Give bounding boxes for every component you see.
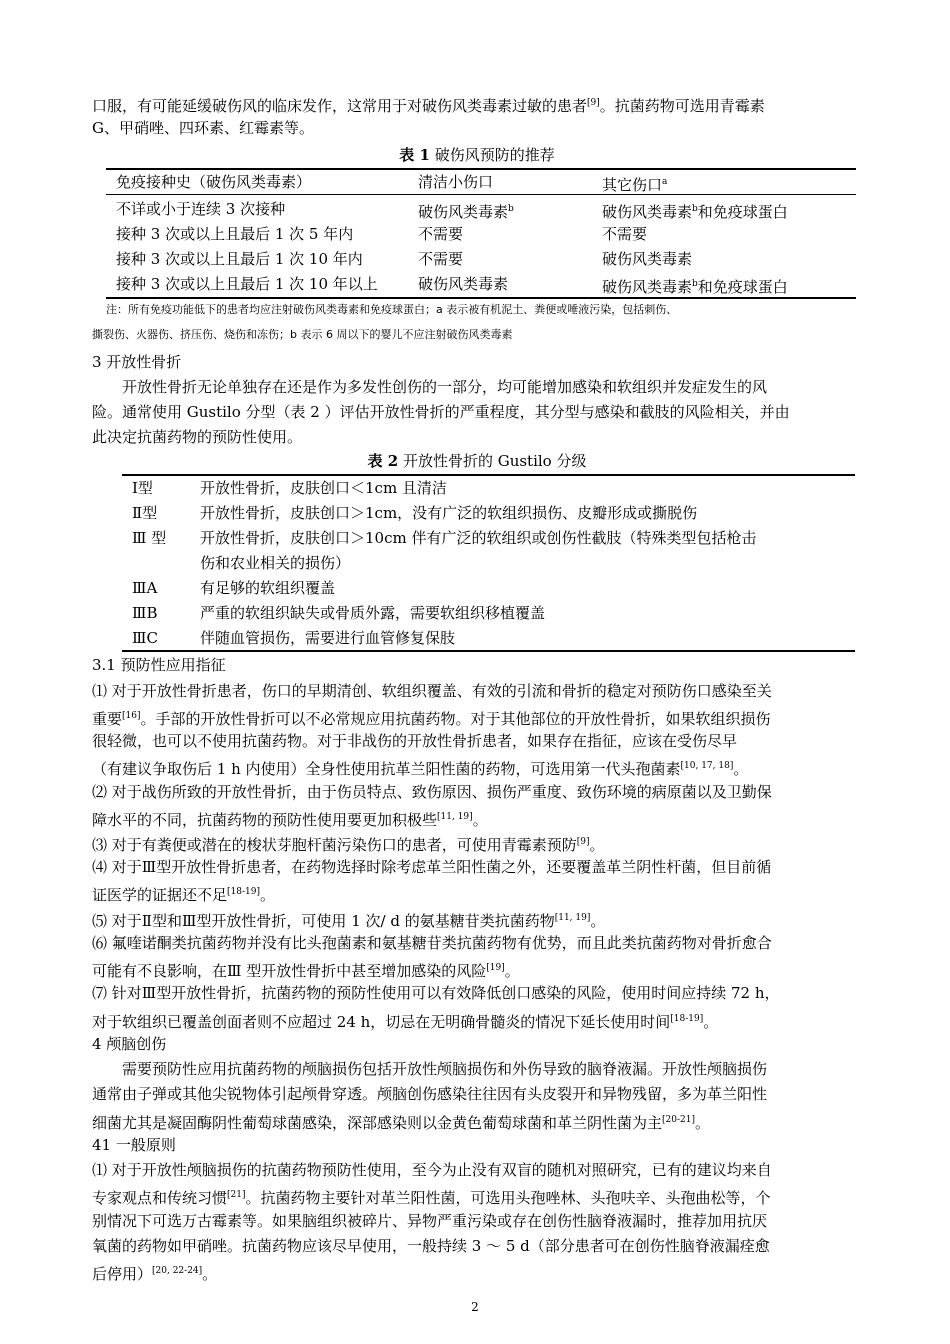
table2-row-3-type: Ⅲ 型 — [132, 529, 167, 547]
table2-row-6-desc: 伴随血管损伤，需要进行血管修复保肢 — [200, 629, 456, 647]
table1-row-2-clean: 不需要 — [418, 225, 464, 243]
section-3-1-line: ⑴ 对于开放性骨折患者，伤口的早期清创、软组织覆盖、有效的引流和骨折的稳定对预防伤口感染至关 — [92, 682, 772, 700]
table1-header-clean: 清洁小伤口 — [418, 173, 494, 191]
table1-row-4-clean: 破伤风类毒素 — [418, 275, 509, 293]
section-3-1-line: 对于软组织已覆盖创面者则不应超过 24 h，切忌在无明确骨髓炎的情况下延长使用时间[18-19]。 — [92, 1013, 719, 1031]
section-3-1-line: ⑸ 对于Ⅱ型和Ⅲ型开放性骨折，可使用 1 次/ d 的氨基糖苷类抗菌药物[11, 19]。 — [92, 912, 606, 930]
intro-line-2: G、甲硝唑、四环素、红霉素等。 — [92, 119, 314, 137]
table2-row-2-type: Ⅱ型 — [132, 504, 158, 522]
table1-row-2-other: 不需要 — [602, 225, 648, 243]
section-4-1-heading: 41 一般原则 — [92, 1136, 176, 1154]
table2-row-2-desc: 开放性骨折，皮肤创口＞1cm，没有广泛的软组织损伤、皮瓣形成或撕脱伤 — [200, 504, 698, 522]
section-4-1-line-5: 后停用）[20, 22-24]。 — [92, 1265, 218, 1283]
section-3-1-line: （有建议争取伤后 1 h 内使用）全身性使用抗革兰阳性菌的药物，可选用第一代头孢菌素[10, 17, 18]。 — [92, 760, 749, 778]
section-4-para-line-2: 通常由子弹或其他尖锐物体引起颅骨穿透。颅脑创伤感染往往因有头皮裂开和异物残留，多为革兰阳性 — [92, 1085, 768, 1103]
table2-row-3-desc: 开放性骨折，皮肤创口＞10cm 伴有广泛的软组织或创伤性截肢（特殊类型包括枪击 — [200, 529, 757, 547]
section-4-1-line-3: 别情况下可选万古霉素等。如果脑组织被碎片、异物严重污染或存在创伤性脑脊液漏时，推荐加用抗厌 — [92, 1212, 768, 1230]
table2-bottom-rule — [122, 650, 855, 652]
table2-row-5-desc: 严重的软组织缺失或骨质外露，需要软组织移植覆盖 — [200, 604, 546, 622]
section-3-heading: 3 开放性骨折 — [92, 353, 182, 371]
table1-note-line-1: 注：所有免疫功能低下的患者均应注射破伤风类毒素和免疫球蛋白；a 表示被有机泥土、粪便或唾液污染，包括刺伤、 — [106, 303, 678, 316]
section-4-1-line-2: 专家观点和传统习惯[21]。抗菌药物主要针对革兰阳性菌，可选用头孢唑林、头孢呋辛、头孢曲松等，个 — [92, 1189, 771, 1207]
table2-row-4-type: ⅢA — [132, 579, 158, 597]
section-4-1-line-1: ⑴ 对于开放性颅脑损伤的抗菌药物预防性使用，至今为止没有双盲的随机对照研究，已有的建议均来自 — [92, 1161, 772, 1179]
section-3-1-line: 很轻微，也可以不使用抗菌药物。对于非战伤的开放性骨折患者，如果存在指征，应该在受伤尽早 — [92, 732, 738, 750]
section-3-1-line: ⑵ 对于战伤所致的开放性骨折，由于伤员特点、致伤原因、损伤严重度、致伤环境的病原菌以及卫勤保 — [92, 783, 772, 801]
table1-header-rule — [106, 194, 856, 195]
section-3-para-line-1: 开放性骨折无论单独存在还是作为多发性创伤的一部分，均可能增加感染和软组织并发症发生的风 — [122, 378, 768, 396]
table1-top-rule — [106, 168, 856, 170]
table2-row-1-type: Ⅰ型 — [132, 479, 153, 497]
section-4-para-line-1: 需要预防性应用抗菌药物的颅脑损伤包括开放性颅脑损伤和外伤导致的脑脊液漏。开放性颅脑损伤 — [122, 1060, 768, 1078]
table1-row-1-clean: 破伤风类毒素$^b$ — [418, 203, 514, 221]
table2-row-4-desc: 有足够的软组织覆盖 — [200, 579, 336, 597]
intro-line-1: 口服，有可能延缓破伤风的临床发作，这常用于对破伤风类毒素过敏的患者[9]。抗菌药物可选用青霉素 — [92, 97, 765, 115]
table1-caption: 表 1 破伤风预防的推荐 — [399, 146, 555, 164]
section-3-1-line: ⑹ 氟喹诺酮类抗菌药物并没有比头孢菌素和氨基糖苷类抗菌药物有优势，而且此类抗菌药物对骨折愈合 — [92, 934, 772, 952]
table2-row-5-type: ⅢB — [132, 604, 158, 622]
table1-header-other: 其它伤口$^a$ — [602, 176, 668, 194]
section-3-1-line: 证医学的证据还不足[18-19]。 — [92, 886, 275, 904]
table1-note-line-2: 撕裂伤、火器伤、挤压伤、烧伤和冻伤；b 表示 6 周以下的婴儿不应注射破伤风类毒素 — [92, 328, 513, 341]
table1-row-3-other: 破伤风类毒素 — [602, 250, 693, 268]
table2-row-3-desc-cont: 伤和农业相关的损伤） — [200, 554, 351, 572]
table1-row-1-other: 破伤风类毒素$^b$和免疫球蛋白 — [602, 203, 788, 221]
section-3-para-line-3: 此决定抗菌药物的预防性使用。 — [92, 428, 303, 446]
section-3-1-line: ⑷ 对于Ⅲ型开放性骨折患者，在药物选择时除考虑革兰阳性菌之外，还要覆盖革兰阴性杆菌，但目前循 — [92, 858, 772, 876]
section-3-1-line: ⑶ 对于有粪便或潜在的梭状芽胞杆菌污染伤口的患者，可使用青霉素预防[9]。 — [92, 836, 605, 854]
table1-header-history: 免疫接种史（破伤风类毒素） — [116, 173, 312, 191]
section-4-para-line-3: 细菌尤其是凝固酶阴性葡萄球菌感染，深部感染则以金黄色葡萄球菌和革兰阴性菌为主[20-21]。 — [92, 1114, 710, 1132]
table1-row-1-history: 不详或小于连续 3 次接种 — [116, 200, 286, 218]
table2-top-rule — [122, 474, 855, 476]
section-3-1-line: 可能有不良影响，在Ⅲ 型开放性骨折中甚至增加感染的风险[19]。 — [92, 962, 520, 980]
section-3-para-line-2: 险。通常使用 Gustilo 分型（表 2 ）评估开放性骨折的严重程度，其分型与感染和截肢的风险相关，并由 — [92, 403, 790, 421]
section-3-1-line: 重要[16]。手部的开放性骨折可以不必常规应用抗菌药物。对于其他部位的开放性骨折，如果软组织损伤 — [92, 710, 771, 728]
section-3-1-line: ⑺ 针对Ⅲ型开放性骨折，抗菌药物的预防性使用可以有效降低创口感染的风险，使用时间应持续 72 h， — [92, 984, 780, 1002]
table1-row-4-history: 接种 3 次或以上且最后 1 次 10 年以上 — [116, 275, 378, 293]
table1-row-3-history: 接种 3 次或以上且最后 1 次 10 年内 — [116, 250, 363, 268]
page-number: 2 — [471, 1300, 479, 1314]
table2-caption: 表 2 开放性骨折的 Gustilo 分级 — [367, 452, 587, 470]
table2-row-6-type: ⅢC — [132, 629, 158, 647]
section-3-1-heading: 3.1 预防性应用指征 — [92, 656, 226, 674]
section-3-1-line: 障水平的不同，抗菌药物的预防性使用要更加积极些[11, 19]。 — [92, 811, 488, 829]
section-4-1-line-4: 氧菌的药物如甲硝唑。抗菌药物应该尽早使用，一般持续 3 ～ 5 d（部分患者可在创伤性脑脊液漏痊愈 — [92, 1237, 770, 1255]
section-4-heading: 4 颅脑创伤 — [92, 1035, 167, 1053]
table1-row-3-clean: 不需要 — [418, 250, 464, 268]
table2-row-1-desc: 开放性骨折，皮肤创口＜1cm 且清洁 — [200, 479, 447, 497]
table1-row-2-history: 接种 3 次或以上且最后 1 次 5 年内 — [116, 225, 354, 243]
table1-bottom-rule — [106, 297, 856, 299]
table1-row-4-other: 破伤风类毒素$^b$和免疫球蛋白 — [602, 278, 788, 296]
